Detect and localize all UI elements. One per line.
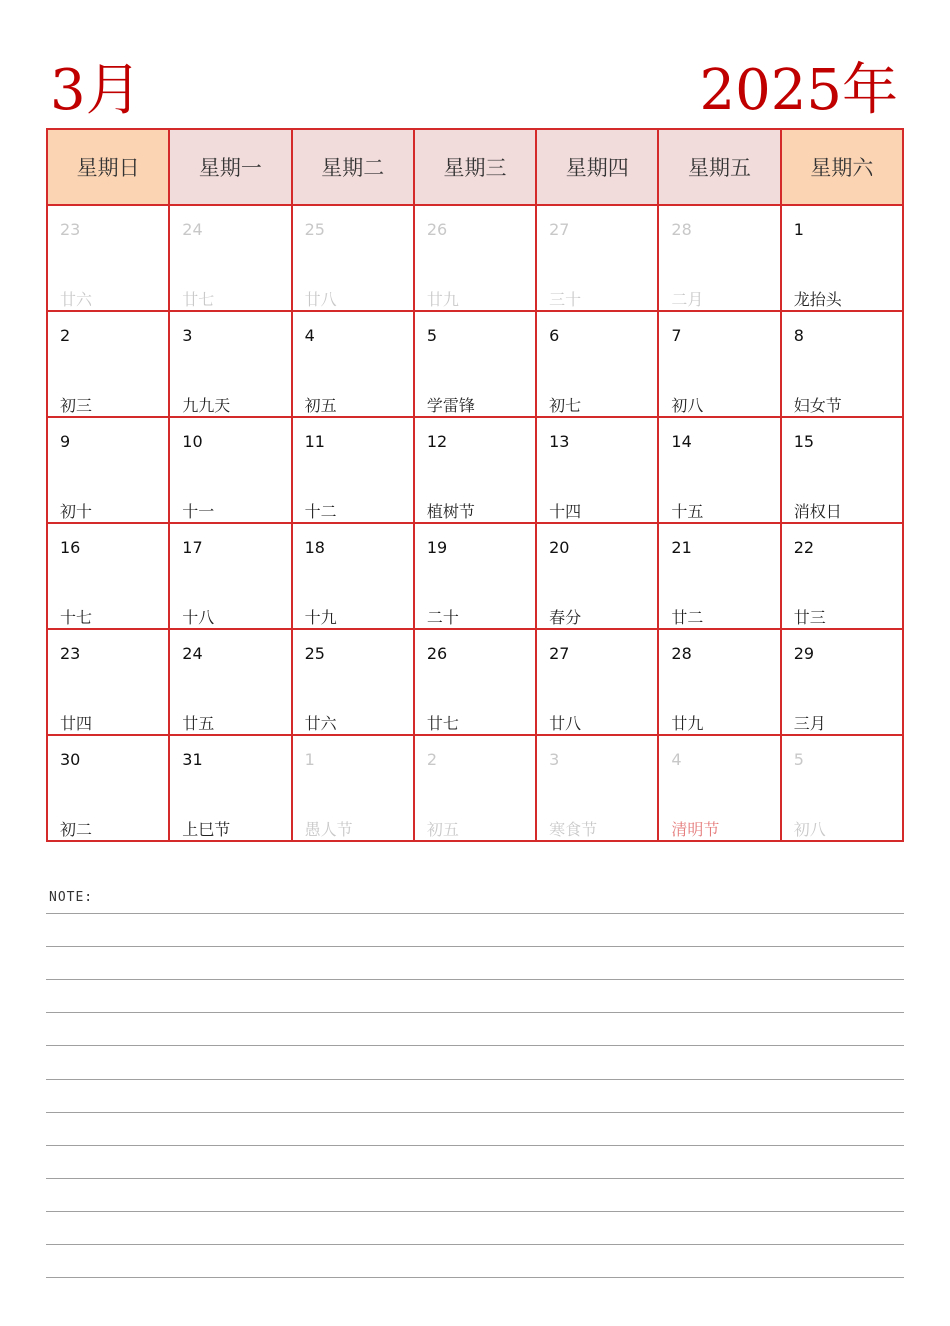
day-cell[interactable] (414, 311, 536, 417)
lunar-label: 廿二 (671, 608, 704, 627)
day-number: 16 (60, 538, 81, 557)
lunar-label: 龙抬头 (793, 290, 842, 309)
lunar-label: 初三 (60, 396, 93, 415)
day-cell[interactable] (47, 523, 169, 629)
day-number: 31 (182, 750, 203, 769)
day-cell[interactable] (536, 417, 658, 523)
lunar-label: 初五 (304, 396, 337, 415)
day-cell[interactable] (658, 629, 780, 735)
day-cell[interactable] (781, 629, 903, 735)
day-cell[interactable] (169, 735, 291, 841)
lunar-label: 十七 (60, 608, 93, 627)
day-cell[interactable] (536, 311, 658, 417)
day-number: 15 (793, 432, 815, 451)
day-cell[interactable] (47, 311, 169, 417)
month-title: 3月 (50, 58, 142, 123)
note-line (46, 1211, 904, 1212)
day-number: 1 (793, 220, 804, 239)
day-cell[interactable] (658, 523, 780, 629)
weekday-monday: 星期一 (169, 129, 291, 205)
day-cell[interactable] (658, 311, 780, 417)
note-line (46, 1244, 904, 1245)
lunar-label: 十四 (549, 502, 582, 521)
day-cell[interactable] (781, 523, 903, 629)
day-cell[interactable] (414, 735, 536, 841)
day-cell[interactable] (414, 629, 536, 735)
day-number: 21 (671, 538, 692, 557)
lunar-label: 廿八 (549, 714, 582, 733)
week-row (47, 205, 903, 311)
lunar-label: 初五 (426, 820, 459, 839)
day-number: 7 (671, 326, 682, 345)
note-line (46, 1178, 904, 1179)
day-number: 5 (793, 750, 804, 769)
note-line (46, 946, 904, 947)
day-number: 28 (671, 220, 692, 239)
day-cell[interactable] (781, 311, 903, 417)
lunar-label: 上巳节 (182, 820, 231, 839)
lunar-label: 廿九 (671, 714, 704, 733)
lunar-label: 二月 (671, 290, 704, 309)
week-row (47, 735, 903, 841)
note-line (46, 1112, 904, 1113)
lunar-label: 十八 (182, 608, 215, 627)
day-number: 6 (549, 326, 560, 345)
day-number: 2 (60, 326, 71, 345)
note-line (46, 1277, 904, 1278)
lunar-label: 廿七 (182, 290, 215, 309)
lunar-label: 春分 (549, 608, 582, 627)
day-cell[interactable] (169, 205, 291, 311)
day-cell[interactable] (536, 523, 658, 629)
day-number: 1 (304, 750, 315, 769)
weekday-thursday: 星期四 (536, 129, 658, 205)
day-number: 24 (182, 220, 203, 239)
week-row (47, 311, 903, 417)
day-number: 17 (182, 538, 203, 557)
day-number: 18 (304, 538, 325, 557)
week-row (47, 629, 903, 735)
lunar-label: 植树节 (426, 502, 475, 521)
day-number: 22 (793, 538, 815, 557)
lunar-label: 十五 (671, 502, 704, 521)
calendar-grid (46, 128, 904, 842)
day-number: 8 (793, 326, 804, 345)
lunar-label: 廿九 (426, 290, 459, 309)
lunar-label: 三十 (549, 290, 582, 309)
lunar-label: 廿五 (182, 714, 215, 733)
lunar-label: 廿四 (60, 714, 93, 733)
day-number: 25 (304, 220, 325, 239)
day-cell[interactable] (414, 523, 536, 629)
day-cell[interactable] (47, 205, 169, 311)
day-number: 23 (60, 644, 81, 663)
day-number: 11 (304, 432, 325, 451)
day-cell[interactable] (169, 629, 291, 735)
day-number: 26 (426, 644, 448, 663)
lunar-label: 三月 (793, 714, 826, 733)
lunar-label: 廿七 (426, 714, 459, 733)
note-line (46, 1145, 904, 1146)
day-cell[interactable] (658, 205, 780, 311)
lunar-label: 初十 (60, 502, 93, 521)
day-cell[interactable] (536, 629, 658, 735)
weekday-sunday: 星期日 (47, 129, 169, 205)
day-number: 25 (304, 644, 325, 663)
lunar-label: 二十 (426, 608, 459, 627)
lunar-label: 十二 (304, 502, 337, 521)
day-number: 24 (182, 644, 203, 663)
day-number: 30 (60, 750, 81, 769)
day-cell[interactable] (47, 629, 169, 735)
day-number: 27 (549, 644, 570, 663)
weekday-header-row (47, 129, 903, 205)
weekday-friday: 星期五 (658, 129, 780, 205)
lunar-label: 廿三 (793, 608, 826, 627)
day-cell[interactable] (658, 417, 780, 523)
weekday-tuesday: 星期二 (292, 129, 414, 205)
day-cell[interactable] (292, 523, 414, 629)
day-number: 5 (426, 326, 438, 345)
day-cell[interactable] (781, 735, 903, 841)
lunar-label: 妇女节 (793, 396, 842, 415)
lunar-label: 初八 (793, 820, 826, 839)
day-cell[interactable] (414, 417, 536, 523)
day-number: 4 (671, 750, 682, 769)
lunar-label: 清明节 (671, 820, 720, 839)
day-cell[interactable] (292, 629, 414, 735)
day-cell[interactable] (169, 311, 291, 417)
lunar-label: 廿六 (304, 714, 337, 733)
day-cell[interactable] (292, 417, 414, 523)
lunar-label: 初七 (549, 396, 582, 415)
lunar-label: 廿八 (304, 290, 337, 309)
day-number: 2 (426, 750, 438, 769)
day-number: 4 (304, 326, 315, 345)
day-number: 19 (426, 538, 448, 557)
weekday-saturday: 星期六 (781, 129, 903, 205)
day-cell[interactable] (292, 735, 414, 841)
day-cell[interactable] (536, 205, 658, 311)
day-number: 3 (549, 750, 560, 769)
note-label: NOTE: (49, 890, 94, 905)
day-cell[interactable] (169, 417, 291, 523)
note-line (46, 1079, 904, 1080)
lunar-label: 九九天 (182, 396, 231, 415)
day-cell[interactable] (292, 311, 414, 417)
day-number: 23 (60, 220, 81, 239)
weekday-wednesday: 星期三 (414, 129, 536, 205)
day-number: 9 (60, 432, 71, 451)
lunar-label: 寒食节 (549, 820, 598, 839)
day-number: 27 (549, 220, 570, 239)
day-number: 3 (182, 326, 193, 345)
lunar-label: 十一 (182, 502, 215, 521)
day-cell[interactable] (47, 417, 169, 523)
note-line (46, 1045, 904, 1046)
day-number: 13 (549, 432, 570, 451)
lunar-label: 初八 (671, 396, 704, 415)
lunar-label: 初二 (60, 820, 93, 839)
day-cell[interactable] (781, 417, 903, 523)
day-number: 20 (549, 538, 570, 557)
note-line (46, 913, 904, 914)
day-number: 28 (671, 644, 692, 663)
lunar-label: 愚人节 (304, 820, 353, 839)
day-cell[interactable] (781, 205, 903, 311)
week-row (47, 417, 903, 523)
day-number: 14 (671, 432, 692, 451)
week-row (47, 523, 903, 629)
day-cell[interactable] (292, 205, 414, 311)
day-cell[interactable] (47, 735, 169, 841)
day-cell[interactable] (169, 523, 291, 629)
day-number: 12 (426, 432, 448, 451)
lunar-label: 学雷锋 (426, 396, 475, 415)
day-number: 10 (182, 432, 203, 451)
day-number: 26 (426, 220, 448, 239)
note-line (46, 979, 904, 980)
day-cell[interactable] (658, 735, 780, 841)
day-cell[interactable] (536, 735, 658, 841)
lunar-label: 消权日 (793, 502, 842, 521)
note-line (46, 1012, 904, 1013)
day-cell[interactable] (414, 205, 536, 311)
lunar-label: 十九 (304, 608, 337, 627)
day-number: 29 (793, 644, 815, 663)
lunar-label: 廿六 (60, 290, 93, 309)
year-title: 2025年 (699, 58, 898, 123)
